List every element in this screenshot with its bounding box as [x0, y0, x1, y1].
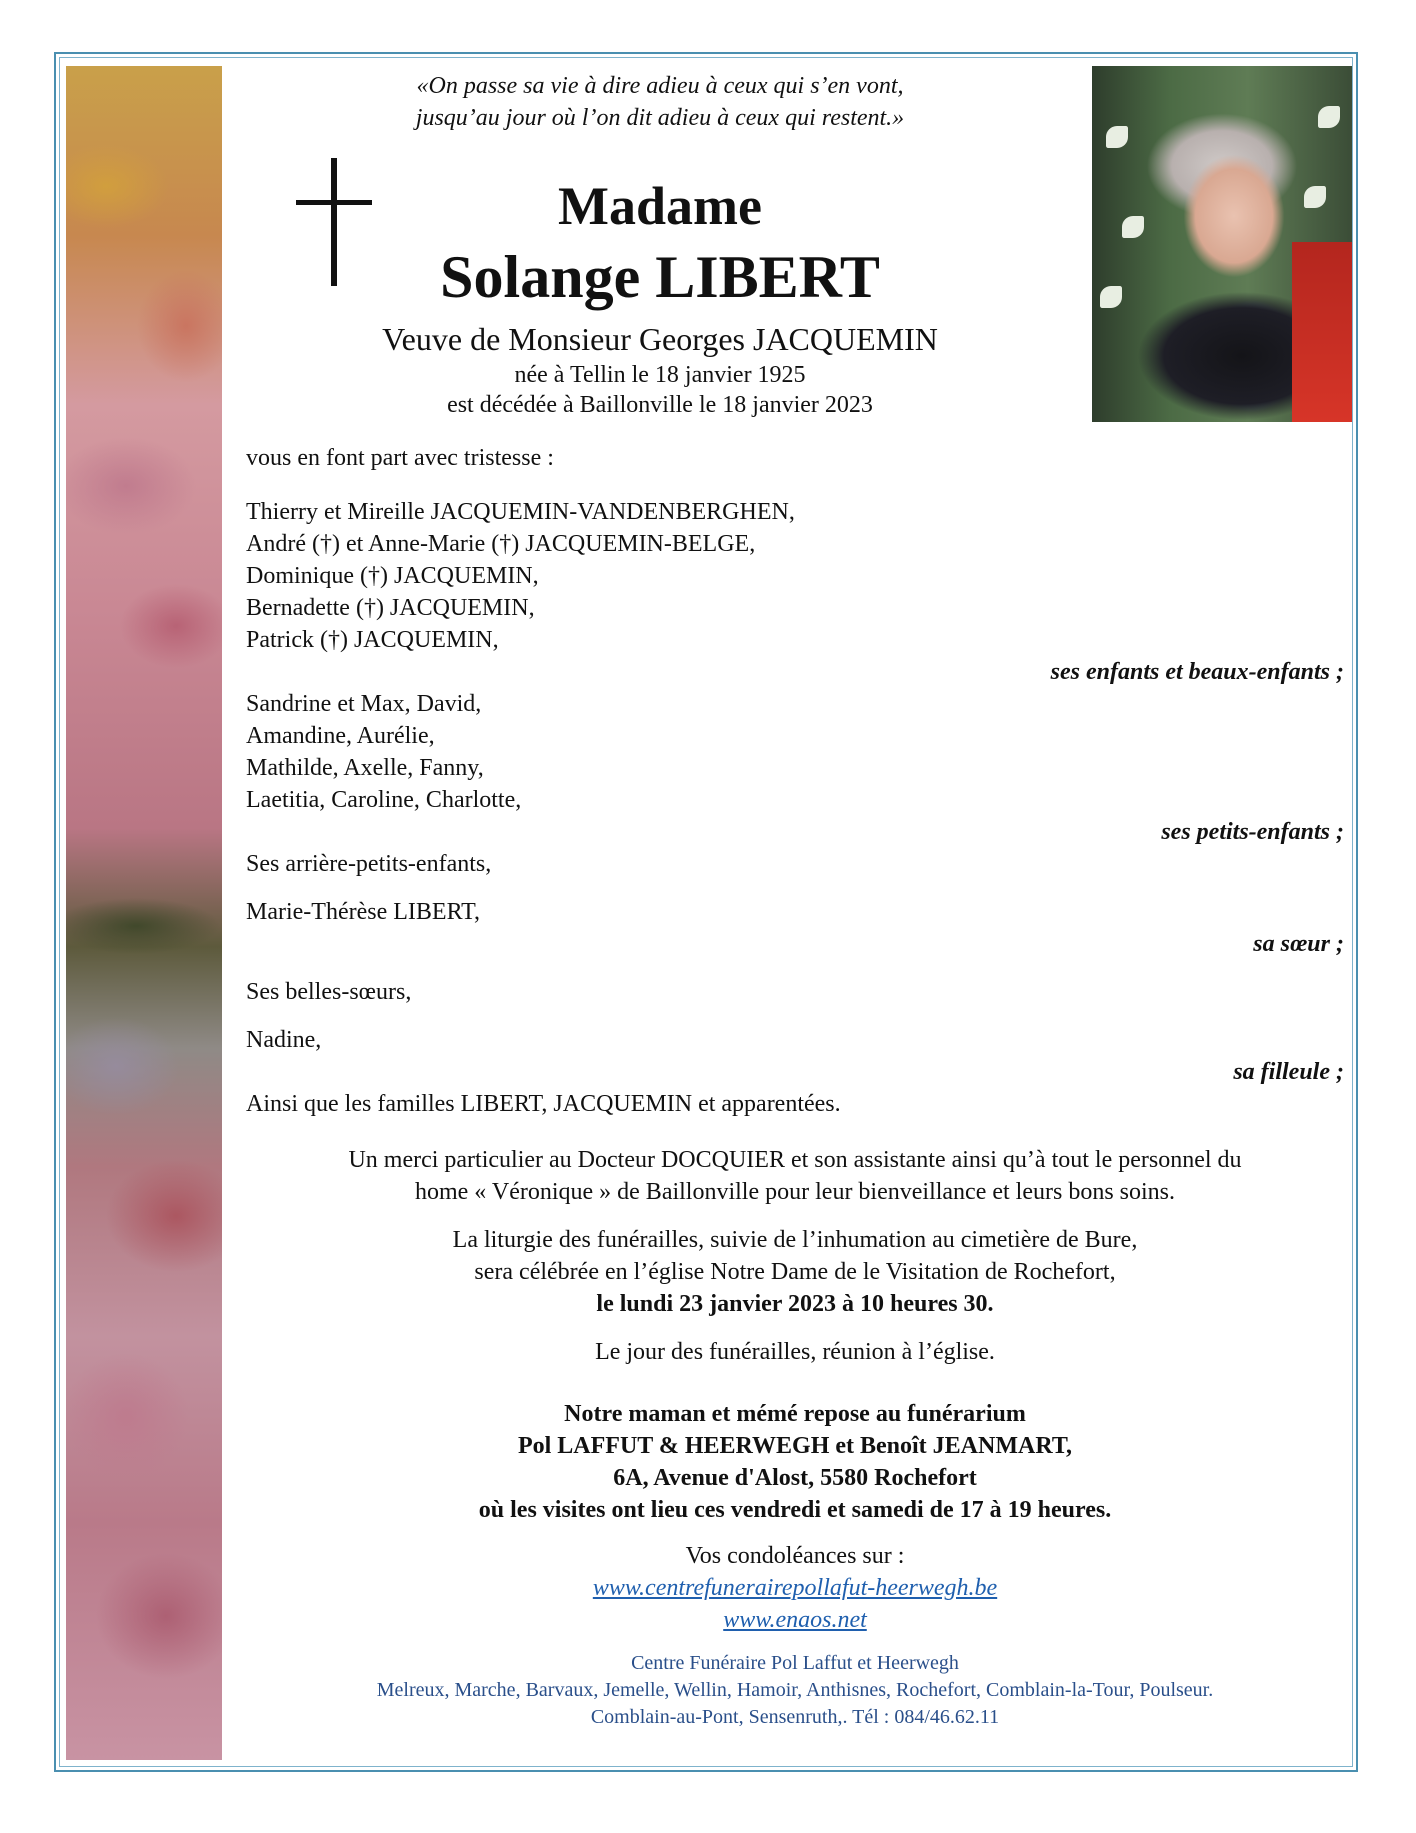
grandchild-line: Sandrine et Max, David,	[246, 691, 482, 717]
footer-contact: Comblain-au-Pont, Sensenruth,. Tél : 084/46.62.11	[590, 1706, 1000, 1728]
liturgy-paragraph	[240, 1224, 1350, 1320]
children-relation: ses enfants et beaux-enfants ;	[1050, 659, 1344, 685]
funerarium-line-2: Pol LAFFUT & HEERWEGH et Benoît JEANMART,	[517, 1433, 1073, 1459]
condolences-link-enaos[interactable]: www.enaos.net	[723, 1607, 867, 1633]
great-grandchildren: Ses arrière-petits-enfants,	[246, 851, 492, 877]
footer	[240, 1650, 1350, 1731]
death-info: est décédée à Baillonville le 18 janvier 2023	[447, 392, 873, 418]
thanks-line-1: Un merci particulier au Docteur DOCQUIER et son assistante ainsi qu’à tout le personnel du	[348, 1147, 1242, 1173]
condolences-block	[240, 1540, 1350, 1636]
announcement-intro: vous en font part avec tristesse :	[246, 445, 554, 471]
footer-locations: Melreux, Marche, Barvaux, Jemelle, Wellin, Hamoir, Anthisnes, Rochefort, Comblain-la-Tour, Poulseur.	[376, 1679, 1214, 1701]
gathering-line: Le jour des funérailles, réunion à l’église.	[595, 1339, 995, 1365]
child-line: Thierry et Mireille JACQUEMIN-VANDENBERGHEN,	[246, 499, 795, 525]
salutation: Madame	[558, 176, 762, 236]
quote-line-1: «On passe sa vie à dire adieu à ceux qui s’en vont,	[416, 73, 904, 99]
portrait-photo	[1092, 66, 1352, 422]
birth-info: née à Tellin le 18 janvier 1925	[514, 362, 806, 388]
child-line: Patrick (†) JACQUEMIN,	[246, 627, 499, 653]
liturgy-line-1: La liturgie des funérailles, suivie de l’inhumation au cimetière de Bure,	[452, 1227, 1138, 1253]
epigraph-quote	[330, 70, 990, 134]
grandchild-line: Amandine, Aurélie,	[246, 723, 435, 749]
decorative-floral-strip	[66, 66, 222, 1760]
grandchild-line: Laetitia, Caroline, Charlotte,	[246, 787, 522, 813]
thanks-paragraph	[240, 1144, 1350, 1208]
grandchildren-relation: ses petits-enfants ;	[1161, 819, 1344, 845]
funerarium-paragraph	[240, 1398, 1350, 1526]
goddaughter-relation: sa filleule ;	[1233, 1059, 1344, 1085]
sisters-in-law: Ses belles-sœurs,	[246, 979, 412, 1005]
goddaughter-name: Nadine,	[246, 1027, 322, 1053]
quote-line-2: jusqu’au jour où l’on dit adieu à ceux qui restent.»	[415, 105, 905, 131]
condolences-label: Vos condoléances sur :	[685, 1543, 905, 1569]
thanks-line-2: home « Véronique » de Baillonville pour leur bienveillance et leurs bons soins.	[414, 1179, 1176, 1205]
liturgy-date: le lundi 23 janvier 2023 à 10 heures 30.	[596, 1291, 994, 1317]
liturgy-line-2: sera célébrée en l’église Notre Dame de le Visitation de Rochefort,	[474, 1259, 1116, 1285]
child-line: André (†) et Anne-Marie (†) JACQUEMIN-BELGE,	[246, 531, 756, 557]
funerarium-visits: où les visites ont lieu ces vendredi et samedi de 17 à 19 heures.	[478, 1497, 1112, 1523]
condolences-link-centre[interactable]: www.centrefunerairepollafut-heerwegh.be	[592, 1575, 998, 1601]
families-line: Ainsi que les familles LIBERT, JACQUEMIN et apparentées.	[246, 1091, 841, 1117]
footer-company: Centre Funéraire Pol Laffut et Heerwegh	[631, 1652, 959, 1674]
deceased-name: Solange LIBERT	[440, 244, 880, 310]
sister-name: Marie-Thérèse LIBERT,	[246, 899, 481, 925]
child-line: Bernadette (†) JACQUEMIN,	[246, 595, 535, 621]
child-line: Dominique (†) JACQUEMIN,	[246, 563, 539, 589]
grandchild-line: Mathilde, Axelle, Fanny,	[246, 755, 484, 781]
funerarium-address: 6A, Avenue d'Alost, 5580 Rochefort	[613, 1465, 977, 1491]
sister-relation: sa sœur ;	[1253, 931, 1344, 957]
widow-of: Veuve de Monsieur Georges JACQUEMIN	[382, 321, 938, 357]
funerarium-line-1: Notre maman et mémé repose au funérarium	[564, 1401, 1026, 1427]
